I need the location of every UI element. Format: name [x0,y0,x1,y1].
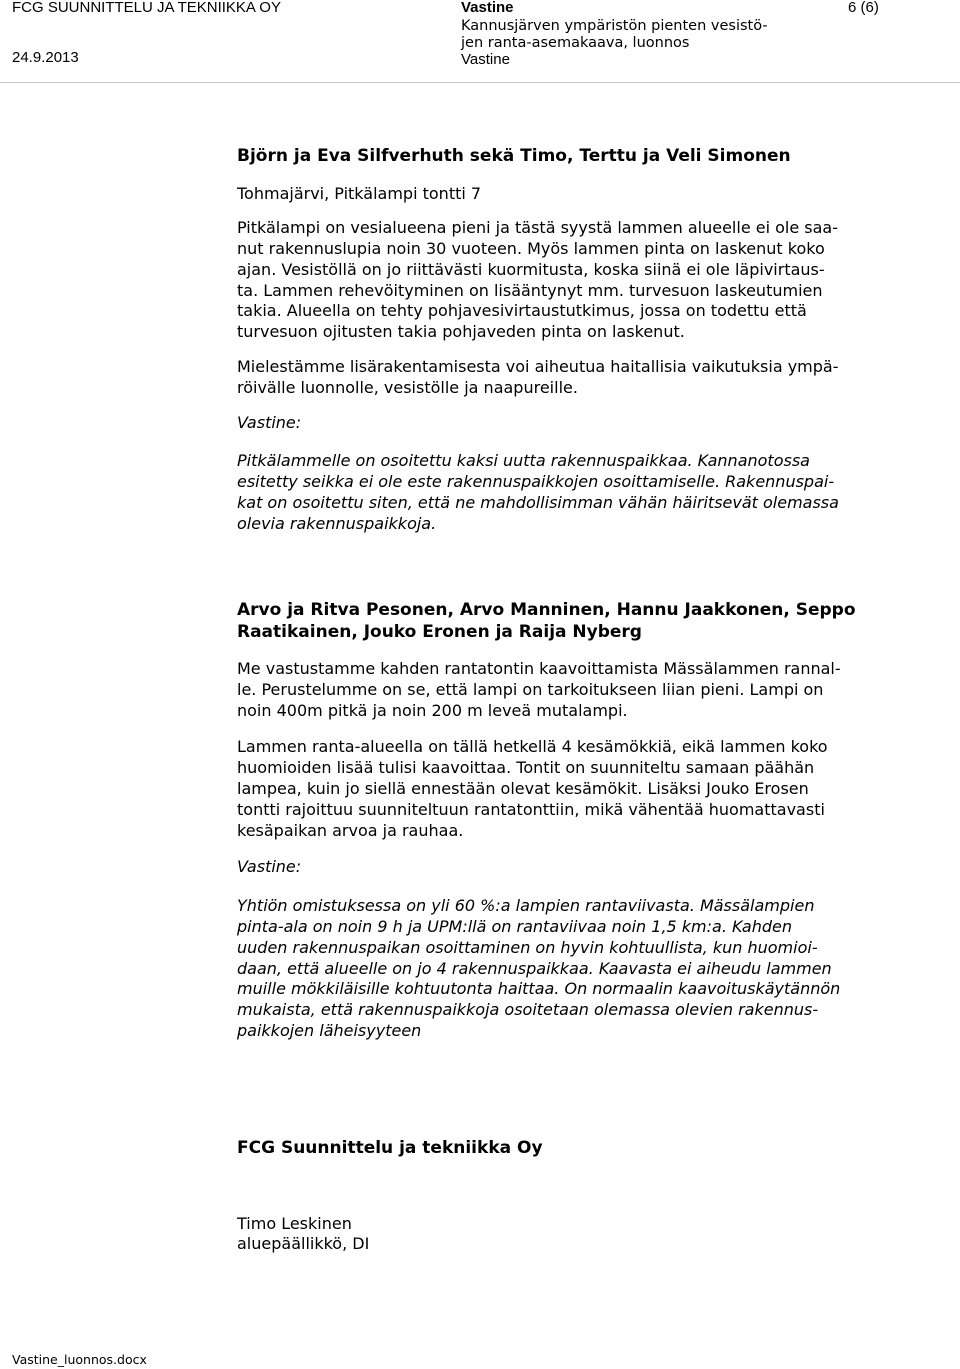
section-2-heading [237,600,897,643]
footer-filename: Vastine_luonnos.docx [12,1352,147,1367]
section-2-reply [237,896,897,1042]
header-project-line1: Kannusjärven ympäristön pienten vesistö- [461,18,768,34]
text-line: kesäpaikan arvoa ja rauhaa. [237,820,464,840]
header-doc-title: Vastine [461,0,514,16]
text-line: turvesuon ojitusten takia pohjaveden pinta on laskenut. [237,322,685,342]
header-project-line2: jen ranta-asemakaava, luonnos [461,35,690,51]
signature-block [237,1138,897,1255]
text-line: röivälle luonnolle, vesistölle ja naapureille. [237,377,578,397]
header-date: 24.9.2013 [12,49,79,66]
heading-line: Arvo ja Ritva Pesonen, Arvo Manninen, Hannu Jaakkonen, Seppo [237,600,856,620]
section-2-paragraph-2 [237,737,897,841]
text-line: nut rakennuslupia noin 30 vuoteen. Myös lammen pinta on laskenut koko [237,239,825,259]
section-1-paragraph-2 [237,357,897,399]
text-line: olevia rakennuspaikkoja. [237,513,437,533]
section-1-location: Tohmajärvi, Pitkälampi tontti 7 [237,183,482,203]
text-line: Lammen ranta-alueella on tällä hetkellä 4 kesämökkiä, eikä lammen koko [237,737,828,757]
text-line: muille mökkiläisille kohtuutonta haittaa. On normaalin kaavoituskäytännön [237,979,841,999]
signature-company: FCG Suunnittelu ja tekniikka Oy [237,1138,543,1158]
signature-title: aluepäällikkö, DI [237,1234,370,1254]
text-line: huomioiden lisää tulisi kaavoittaa. Tontit on suunniteltu samaan päähän [237,758,815,778]
text-line: lampea, kuin jo siellä ennestään olevat kesämökit. Lisäksi Jouko Erosen [237,778,809,798]
text-line: Yhtiön omistuksessa on yli 60 %:a lampien rantaviivasta. Mässälampien [237,896,815,916]
text-line: le. Perustelumme on se, että lampi on tarkoitukseen liian pieni. Lampi on [237,679,824,699]
section-2-paragraph-1 [237,659,897,721]
section-1-vastine-label: Vastine: [237,412,302,432]
text-line: Pitkälammelle on osoitettu kaksi uutta rakennuspaikkaa. Kannanotossa [237,451,810,471]
text-line: Pitkälampi on vesialueena pieni ja tästä syystä lammen alueelle ei ole saa- [237,218,838,238]
header-doc-type: Vastine [461,51,510,68]
section-2 [237,600,897,1042]
header-divider [0,82,960,83]
header-page-number: 6 (6) [848,0,879,16]
text-line: daan, että alueelle on jo 4 rakennuspaikkaa. Kaavasta ei aiheudu lammen [237,958,832,978]
section-1 [237,146,897,535]
text-line: Mielestämme lisärakentamisesta voi aiheutua haitallisia vaikutuksia ympä- [237,357,839,377]
text-line: tontti rajoittuu suunniteltuun rantatonttiin, mikä vähentää huomattavasti [237,799,825,819]
signature-name: Timo Leskinen [237,1213,352,1233]
text-line: ajan. Vesistöllä on jo riittävästi kuormitusta, koska siinä ei ole läpivirtaus- [237,259,825,279]
section-1-paragraph-1 [237,218,897,343]
section-2-vastine-label: Vastine: [237,857,302,877]
text-line: pinta-ala on noin 9 h ja UPM:llä on rantaviivaa noin 1,5 km:a. Kahden [237,916,793,936]
header-company: FCG SUUNNITTELU JA TEKNIIKKA OY [12,0,281,16]
text-line: esitetty seikka ei ole este rakennuspaikkojen osoittamiselle. Rakennuspai- [237,472,835,492]
text-line: paikkojen läheisyyteen [237,1020,422,1040]
text-line: Me vastustamme kahden rantatontin kaavoittamista Mässälammen rannal- [237,659,841,678]
text-line: uuden rakennuspaikan osoittaminen on hyvin kohtuullista, kun huomioi- [237,937,818,957]
text-line: ta. Lammen rehevöityminen on lisääntynyt mm. turvesuon laskeutumien [237,280,823,300]
text-line: noin 400m pitkä ja noin 200 m leveä mutalampi. [237,700,628,720]
text-line: takia. Alueella on tehty pohjavesivirtaustutkimus, jossa on todettu että [237,301,807,321]
text-line: mukaista, että rakennuspaikkoja osoitetaan olemassa olevien rakennus- [237,1000,819,1020]
section-1-reply [237,451,897,534]
text-line: kat on osoitettu siten, että ne mahdollisimman vähän häiritsevät olemassa [237,493,839,513]
heading-line: Raatikainen, Jouko Eronen ja Raija Nyberg [237,621,642,642]
section-1-heading: Björn ja Eva Silfverhuth sekä Timo, Terttu ja Veli Simonen [237,146,791,166]
